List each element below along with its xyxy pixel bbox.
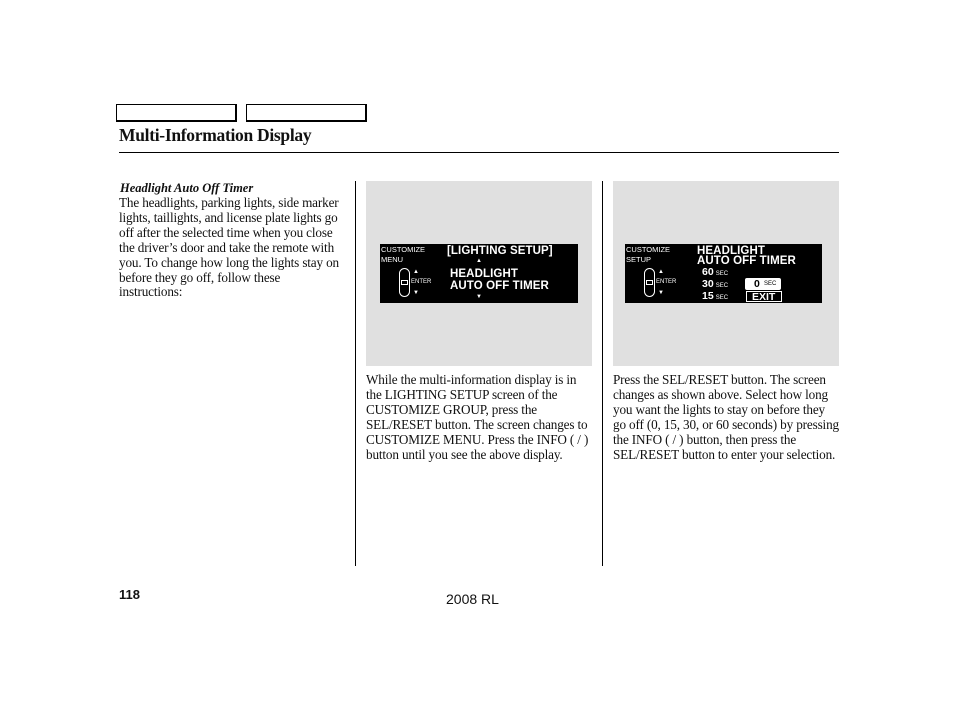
screen-title: [LIGHTING SETUP] xyxy=(447,245,553,257)
screen-title-line1: HEADLIGHT xyxy=(697,245,765,257)
info-knob-icon xyxy=(399,268,410,297)
exit-option: EXIT xyxy=(746,291,782,302)
screen-label-line2: SETUP xyxy=(626,255,652,264)
section-heading: Headlight Auto Off Timer xyxy=(120,181,254,195)
header-tab-right xyxy=(246,104,367,122)
menu-item-line1: HEADLIGHT xyxy=(450,268,518,280)
header-tab-left xyxy=(116,104,237,122)
up-arrow-icon: ▲ xyxy=(658,269,664,275)
footer-model: 2008 RL xyxy=(446,591,499,607)
step1-paragraph: While the multi-information display is in the LIGHTING SETUP screen of the CUSTOMIZE GROUP, press the SEL/RESET button. The screen changes to CUSTOMIZE MENU. Press the INFO ( / ) button until you see the above display. xyxy=(366,372,589,462)
enter-label: ENTER xyxy=(411,279,432,285)
info-knob-icon xyxy=(644,268,655,297)
customize-menu-screen xyxy=(380,244,578,303)
page-title: Multi-Information Display xyxy=(119,125,312,145)
page-number: 118 xyxy=(119,587,140,602)
column-divider-1 xyxy=(355,181,356,566)
scroll-down-icon: ▼ xyxy=(476,294,482,300)
screen-label-line1: CUSTOMIZE xyxy=(381,245,426,254)
title-divider xyxy=(119,152,839,153)
step2-paragraph: Press the SEL/RESET button. The screen changes as shown above. Select how long you want the lights to stay on before they go off (0, 15, 30, or 60 seconds) by pressing the INFO ( / ) button, then press the SEL/RESET button to enter your selection. xyxy=(613,372,839,462)
down-arrow-icon: ▼ xyxy=(413,290,419,296)
option-15: 15 SEC xyxy=(702,290,729,302)
scroll-up-icon: ▲ xyxy=(476,258,482,264)
timer-setup-screen xyxy=(625,244,822,303)
selected-option: 0 SEC xyxy=(745,278,781,290)
up-arrow-icon: ▲ xyxy=(413,269,419,275)
column-divider-2 xyxy=(602,181,603,566)
option-30: 30 SEC xyxy=(702,278,729,290)
enter-label: ENTER xyxy=(656,279,677,285)
menu-item-line2: AUTO OFF TIMER xyxy=(450,280,549,292)
screen-title-line2: AUTO OFF TIMER xyxy=(697,255,796,267)
screen-label-line2: MENU xyxy=(381,255,404,264)
screen-label-line1: CUSTOMIZE xyxy=(626,245,671,254)
option-60: 60 SEC xyxy=(702,266,729,278)
down-arrow-icon: ▼ xyxy=(658,290,664,296)
intro-paragraph: The headlights, parking lights, side marker lights, taillights, and license plate lights go off after the selected time when you close the driver’s door and take the remote with you. To change how long the lights stay on before they go off, follow these instructions: xyxy=(119,195,339,300)
